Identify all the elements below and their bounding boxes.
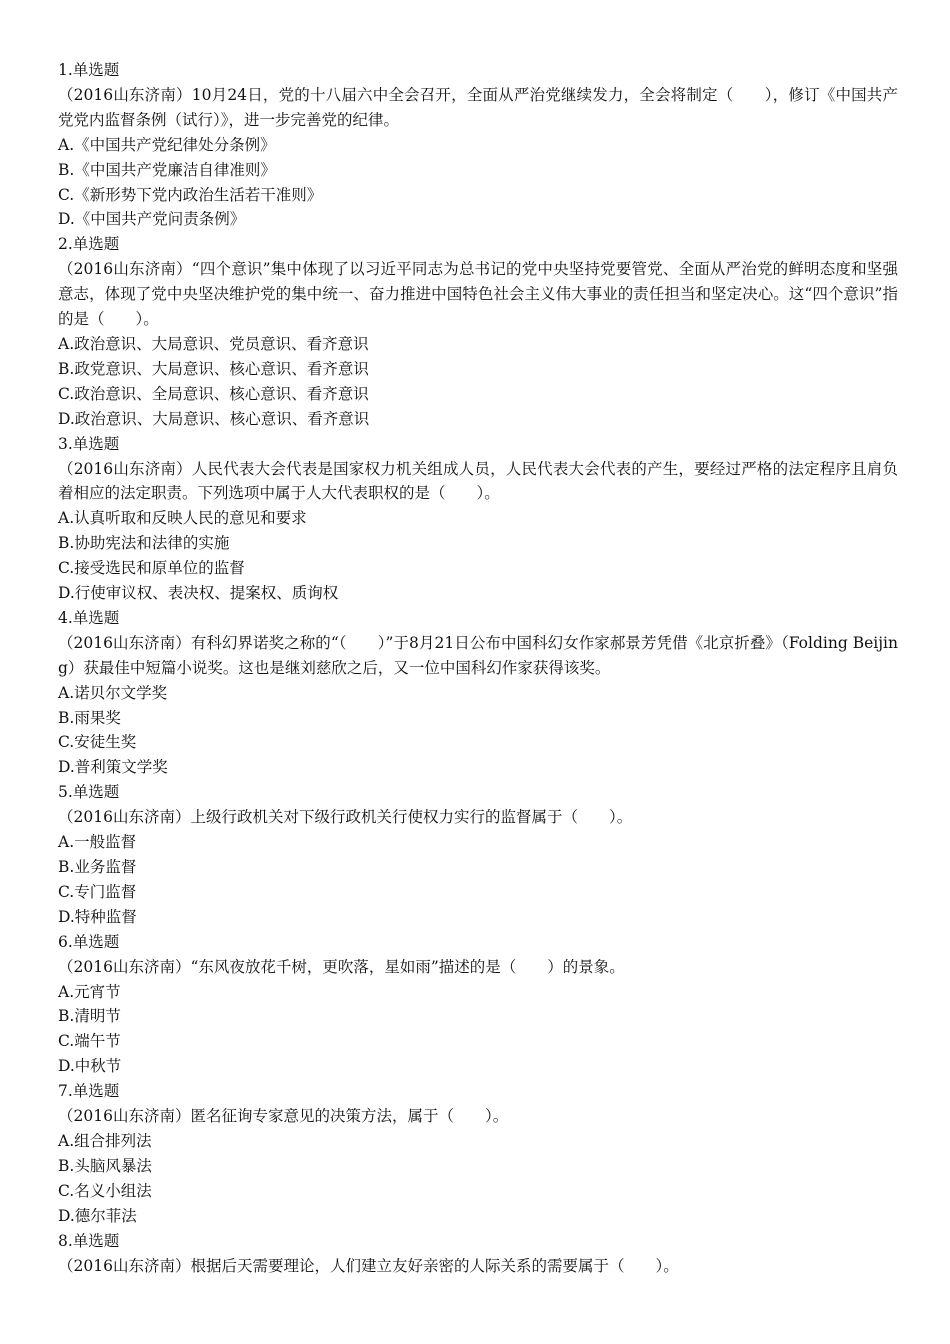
question-stem: （2016山东济南）根据后天需要理论，人们建立友好亲密的人际关系的需要属于（ ）。: [58, 1256, 679, 1275]
option-c: C.接受选民和原单位的监督: [58, 559, 245, 578]
option-d: D.中秋节: [58, 1057, 122, 1076]
option-b: B.头脑风暴法: [58, 1156, 152, 1175]
question-stem: （2016山东济南）人民代表大会代表是国家权力机关组成人员，人民代表大会代表的产生，要经过严格的法定程序且肩负着相应的法定职责。下列选项中属于人大代表职权的是（ ）。: [58, 459, 898, 503]
option-b: B.《中国共产党廉洁自律准则》: [58, 160, 276, 179]
question-7: [58, 1079, 898, 1228]
option-a: A.组合排列法: [58, 1131, 152, 1150]
question-header: 1.单选题: [58, 61, 120, 79]
option-a: A.诺贝尔文学奖: [58, 683, 168, 702]
question-2: [58, 232, 898, 431]
option-d: D.政治意识、大局意识、核心意识、看齐意识: [58, 409, 370, 428]
question-header: 3.单选题: [58, 434, 120, 453]
question-stem: （2016山东济南）10月24日，党的十八届六中全会召开，全面从严治党继续发力，全会将制定（ ），修订《中国共产党党内监督条例（试行）》，进一步完善党的纪律。: [58, 85, 898, 129]
option-b: B.清明节: [58, 1007, 121, 1026]
option-c: C.名义小组法: [58, 1181, 152, 1200]
question-3: [58, 432, 898, 606]
option-b: B.业务监督: [58, 858, 137, 876]
option-d: D.特种监督: [58, 907, 137, 926]
question-6: [58, 930, 898, 1079]
question-stem: （2016山东济南）“东风夜放花千树，更吹落，星如雨”描述的是（ ）的景象。: [58, 957, 625, 976]
option-c: C.政治意识、全局意识、核心意识、看齐意识: [58, 384, 369, 403]
question-4: [58, 606, 898, 780]
question-header: 6.单选题: [58, 932, 120, 951]
question-header: 7.单选题: [58, 1082, 120, 1101]
question-1: [58, 58, 898, 232]
option-d: D.普利策文学奖: [58, 758, 168, 777]
option-a: A.政治意识、大局意识、党员意识、看齐意识: [58, 334, 369, 353]
question-8: [58, 1229, 898, 1279]
question-stem: （2016山东济南）有科幻界诺奖之称的“（ ）”于8月21日公布中国科幻女作家郝景芳凭借《北京折叠》（Folding Beijing）获最佳中短篇小说奖。这也是继刘慈欣之后，又一位中国科幻作家获得该奖。: [58, 633, 898, 677]
option-d: D.德尔菲法: [58, 1206, 137, 1225]
question-stem: （2016山东济南）上级行政机关对下级行政机关行使权力实行的监督属于（ ）。: [58, 808, 633, 827]
option-b: B.政党意识、大局意识、核心意识、看齐意识: [58, 359, 369, 378]
question-stem: （2016山东济南）“四个意识”集中体现了以习近平同志为总书记的党中央坚持党要管党、全面从严治党的鲜明态度和坚强意志，体现了党中央坚决维护党的集中统一、奋力推进中国特色社会主义伟大事业的责任担当和坚定决心。这“四个意识”指的是（ ）。: [58, 260, 898, 329]
option-d: D.行使审议权、表决权、提案权、质询权: [58, 584, 339, 603]
option-c: C.安徒生奖: [58, 733, 137, 752]
option-a: A.《中国共产党纪律处分条例》: [58, 135, 276, 154]
question-header: 2.单选题: [58, 235, 120, 254]
question-header: 5.单选题: [58, 783, 120, 802]
option-a: A.认真听取和反映人民的意见和要求: [58, 509, 307, 528]
option-c: C.端午节: [58, 1032, 121, 1051]
option-a: A.一般监督: [58, 833, 137, 852]
option-a: A.元宵节: [58, 982, 121, 1001]
question-stem: （2016山东济南）匿名征询专家意见的决策方法，属于（ ）。: [58, 1107, 509, 1126]
question-header: 8.单选题: [58, 1231, 120, 1250]
option-b: B.协助宪法和法律的实施: [58, 534, 230, 553]
question-5: [58, 780, 898, 929]
question-header: 4.单选题: [58, 608, 120, 627]
option-d: D.《中国共产党问责条例》: [58, 210, 246, 229]
exam-document: [58, 58, 898, 1278]
option-c: C.专门监督: [58, 882, 137, 901]
option-b: B.雨果奖: [58, 708, 121, 727]
option-c: C.《新形势下党内政治生活若干准则》: [58, 185, 323, 204]
